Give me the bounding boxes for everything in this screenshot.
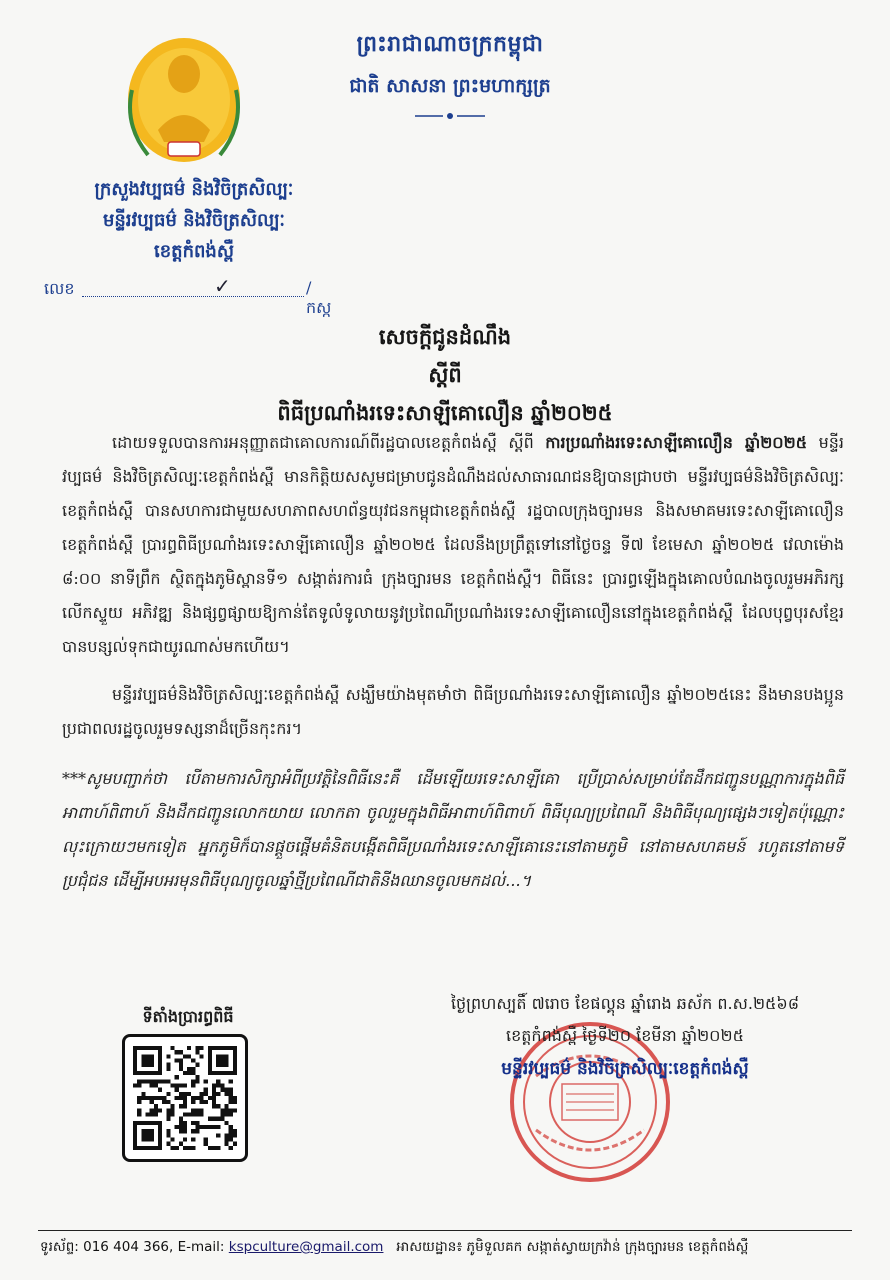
- notice-title: [120, 318, 770, 432]
- kingdom-title: ព្រះរាជាណាចក្រកម្ពុជា: [356, 31, 544, 57]
- title-line-1: សេចក្តីជូនដំណឹង: [378, 324, 512, 349]
- handwritten-checkmark: ✓: [214, 274, 231, 298]
- national-motto: ជាតិ សាសនា ព្រះមហាក្សត្រ: [349, 75, 551, 97]
- email-link[interactable]: kspculture@gmail.com: [228, 1239, 384, 1255]
- paragraph-1: [62, 426, 844, 664]
- qr-code-icon: [133, 1045, 237, 1151]
- title-line-2: ស្តីពី: [428, 362, 462, 387]
- ministry-block: [44, 174, 344, 267]
- location-qr-code[interactable]: [122, 1034, 248, 1162]
- reference-number-line: [44, 274, 334, 317]
- history-note: ***សូមបញ្ជាក់ថា បើតាមការសិក្សាអំពីប្រវត្តិនៃពិធីនេះគឺ ដើមឡើយរទេះសាឡីគោ ប្រើប្រាស់សម្រាប់តែដឹកជញ្ជូនបណ្ណាការក្នុងពិធីអាពាហ៍ពិពាហ៍ និងដឹកជញ្ជូនលោកយាយ លោកតា ចូលរួមក្នុងពិធីអាពាហ៍ពិពាហ៍ ពិធីបុណ្យប្រពៃណី និងពិធីបុណ្យផ្សេងៗទៀតប៉ុណ្ណោះ លុះក្រោយៗមកទៀត អ្នកភូមិក៏បានផ្តួចផ្តើមគំនិតបង្កើតពិធីប្រណាំងរទេះសាឡីគោនេះនៅតាមភូមិ នៅតាមសហគមន៍ រហូតនៅតាមទីប្រជុំជន ដើម្បីអបអរមុនពិធីបុណ្យចូលឆ្នាំថ្មីប្រពៃណីជាតិនីងឈានចូលមកដល់...។: [62, 769, 844, 890]
- paragraph-2: មន្ទីរវប្បធម៌និងវិចិត្រសិល្បៈខេត្តកំពង់ស្ពឺ សង្ឃឹមយ៉ាងមុតមាំថា ពិធីប្រណាំងរទេះសាឡីគោលឿន ឆ្នាំ២០២៥នេះ នឹងមានបងប្អូនប្រជាពលរដ្ឋចូលរួមទស្សនាដ៏ច្រើនកុះករ។: [62, 685, 844, 738]
- title-line-3: ពិធីប្រណាំងរទេះសាឡីគោលឿន ឆ្នាំ២០២៥: [277, 400, 613, 425]
- province-name: ខេត្តកំពង់ស្ពឺ: [154, 241, 234, 262]
- qr-location-label: ទីតាំងប្រារព្ធពិធី: [142, 1007, 234, 1026]
- issuer-name: មន្ទីរវប្បធម៌ និងវិចិត្រសិល្បៈខេត្តកំពង់ស្ពឺ: [501, 1059, 749, 1079]
- paragraph-1-intro: ដោយទទួលបានការអនុញ្ញាតជាគោលការណ៍ពីរដ្ឋបាលខេត្តកំពង់ស្ពឺ ស្តីពី: [112, 433, 546, 452]
- ornament-divider: [415, 112, 485, 120]
- paragraph-1-rest: មន្ទីរវប្បធម៌ និងវិចិត្រសិល្បៈខេត្តកំពង់ស្ពឺ មានកិត្តិយសសូមជម្រាបជូនដំណឹងដល់សាធារណជនឱ្យបានជ្រាបថា មន្ទីរវប្បធម៌និងវិចិត្រសិល្បៈខេត្តកំពង់ស្ពឺ បានសហការជាមួយសហភាពសហព័ន្ធយុវជនកម្ពុជាខេត្តកំពង់ស្ពឺ រដ្ឋបាលក្រុងច្បារមន និងសមាគមរទេះសាឡីគោលឿនខេត្តកំពង់ស្ពឺ ប្រារព្ធពិធីប្រណាំងរទេះសាឡីគោលឿន ឆ្នាំ២០២៥ ដែលនឹងប្រព្រឹត្តទៅនៅថ្ងៃចន្ទ ទី៧ ខែមេសា ឆ្នាំ២០២៥ វេលាម៉ោង ៨:០០ នាទីព្រឹក ស្ថិតក្នុងភូមិស្ពានទី១ សង្កាត់រការធំ ក្រុងច្បារមន ខេត្តកំពង់ស្ពឺ។ ពិធីនេះ ប្រារព្ធឡើងក្នុងគោលបំណងចូលរួមអភិរក្ស លើកស្ទួយ អភិវឌ្ឍ និងផ្សព្វផ្សាយឱ្យកាន់តែទូលំទូលាយនូវប្រពៃណីប្រណាំងរទេះសាឡីគោលឿននៅក្នុងខេត្តកំពង់ស្ពឺ ដែលបុព្វបុរសខ្មែរបានបន្សល់ទុកជាយូរណាស់មកហើយ។: [62, 433, 844, 656]
- kingdom-header: [300, 30, 600, 124]
- reference-dots: [82, 296, 304, 297]
- solar-date: ខេត្តកំពង់ស្ពឺ ថ្ងៃទី២០ ខែមីនា ឆ្នាំ២០២៥: [506, 1026, 744, 1045]
- address-text: អាសយដ្ឋាន៖ ភូមិទួលគក សង្កាត់ស្វាយក្រវ៉ាន់ ក្រុងច្បារមន ខេត្តកំពង់ស្ពឺ: [396, 1239, 749, 1255]
- paragraph-1-event: ការប្រណាំងរទេះសាឡីគោលឿន ឆ្នាំ២០២៥: [545, 433, 808, 452]
- email-label: E-mail:: [177, 1239, 225, 1255]
- phone-label: ទូរស័ព្ទ:: [40, 1239, 79, 1255]
- lunar-date: ថ្ងៃព្រហស្បតិ៍ ៧រោច ខែផល្គុន ឆ្នាំរោង ឆស័ក ព.ស.២៥៦៨: [450, 994, 800, 1013]
- footer-divider: [38, 1230, 852, 1231]
- footer-contact: [40, 1238, 852, 1258]
- phone-number: 016 404 366,: [83, 1239, 174, 1255]
- reference-suffix: /កស្ក: [306, 278, 332, 317]
- department-name: មន្ទីរវប្បធម៌ និងវិចិត្រសិល្បៈ: [102, 210, 286, 231]
- ministry-emblem-logo: [118, 30, 250, 170]
- notice-body: [62, 426, 844, 898]
- ministry-name: ក្រសួងវប្បធម៌ និងវិចិត្រសិល្បៈ: [94, 179, 294, 200]
- reference-label: លេខ: [44, 279, 75, 298]
- date-signature-block: [410, 988, 840, 1086]
